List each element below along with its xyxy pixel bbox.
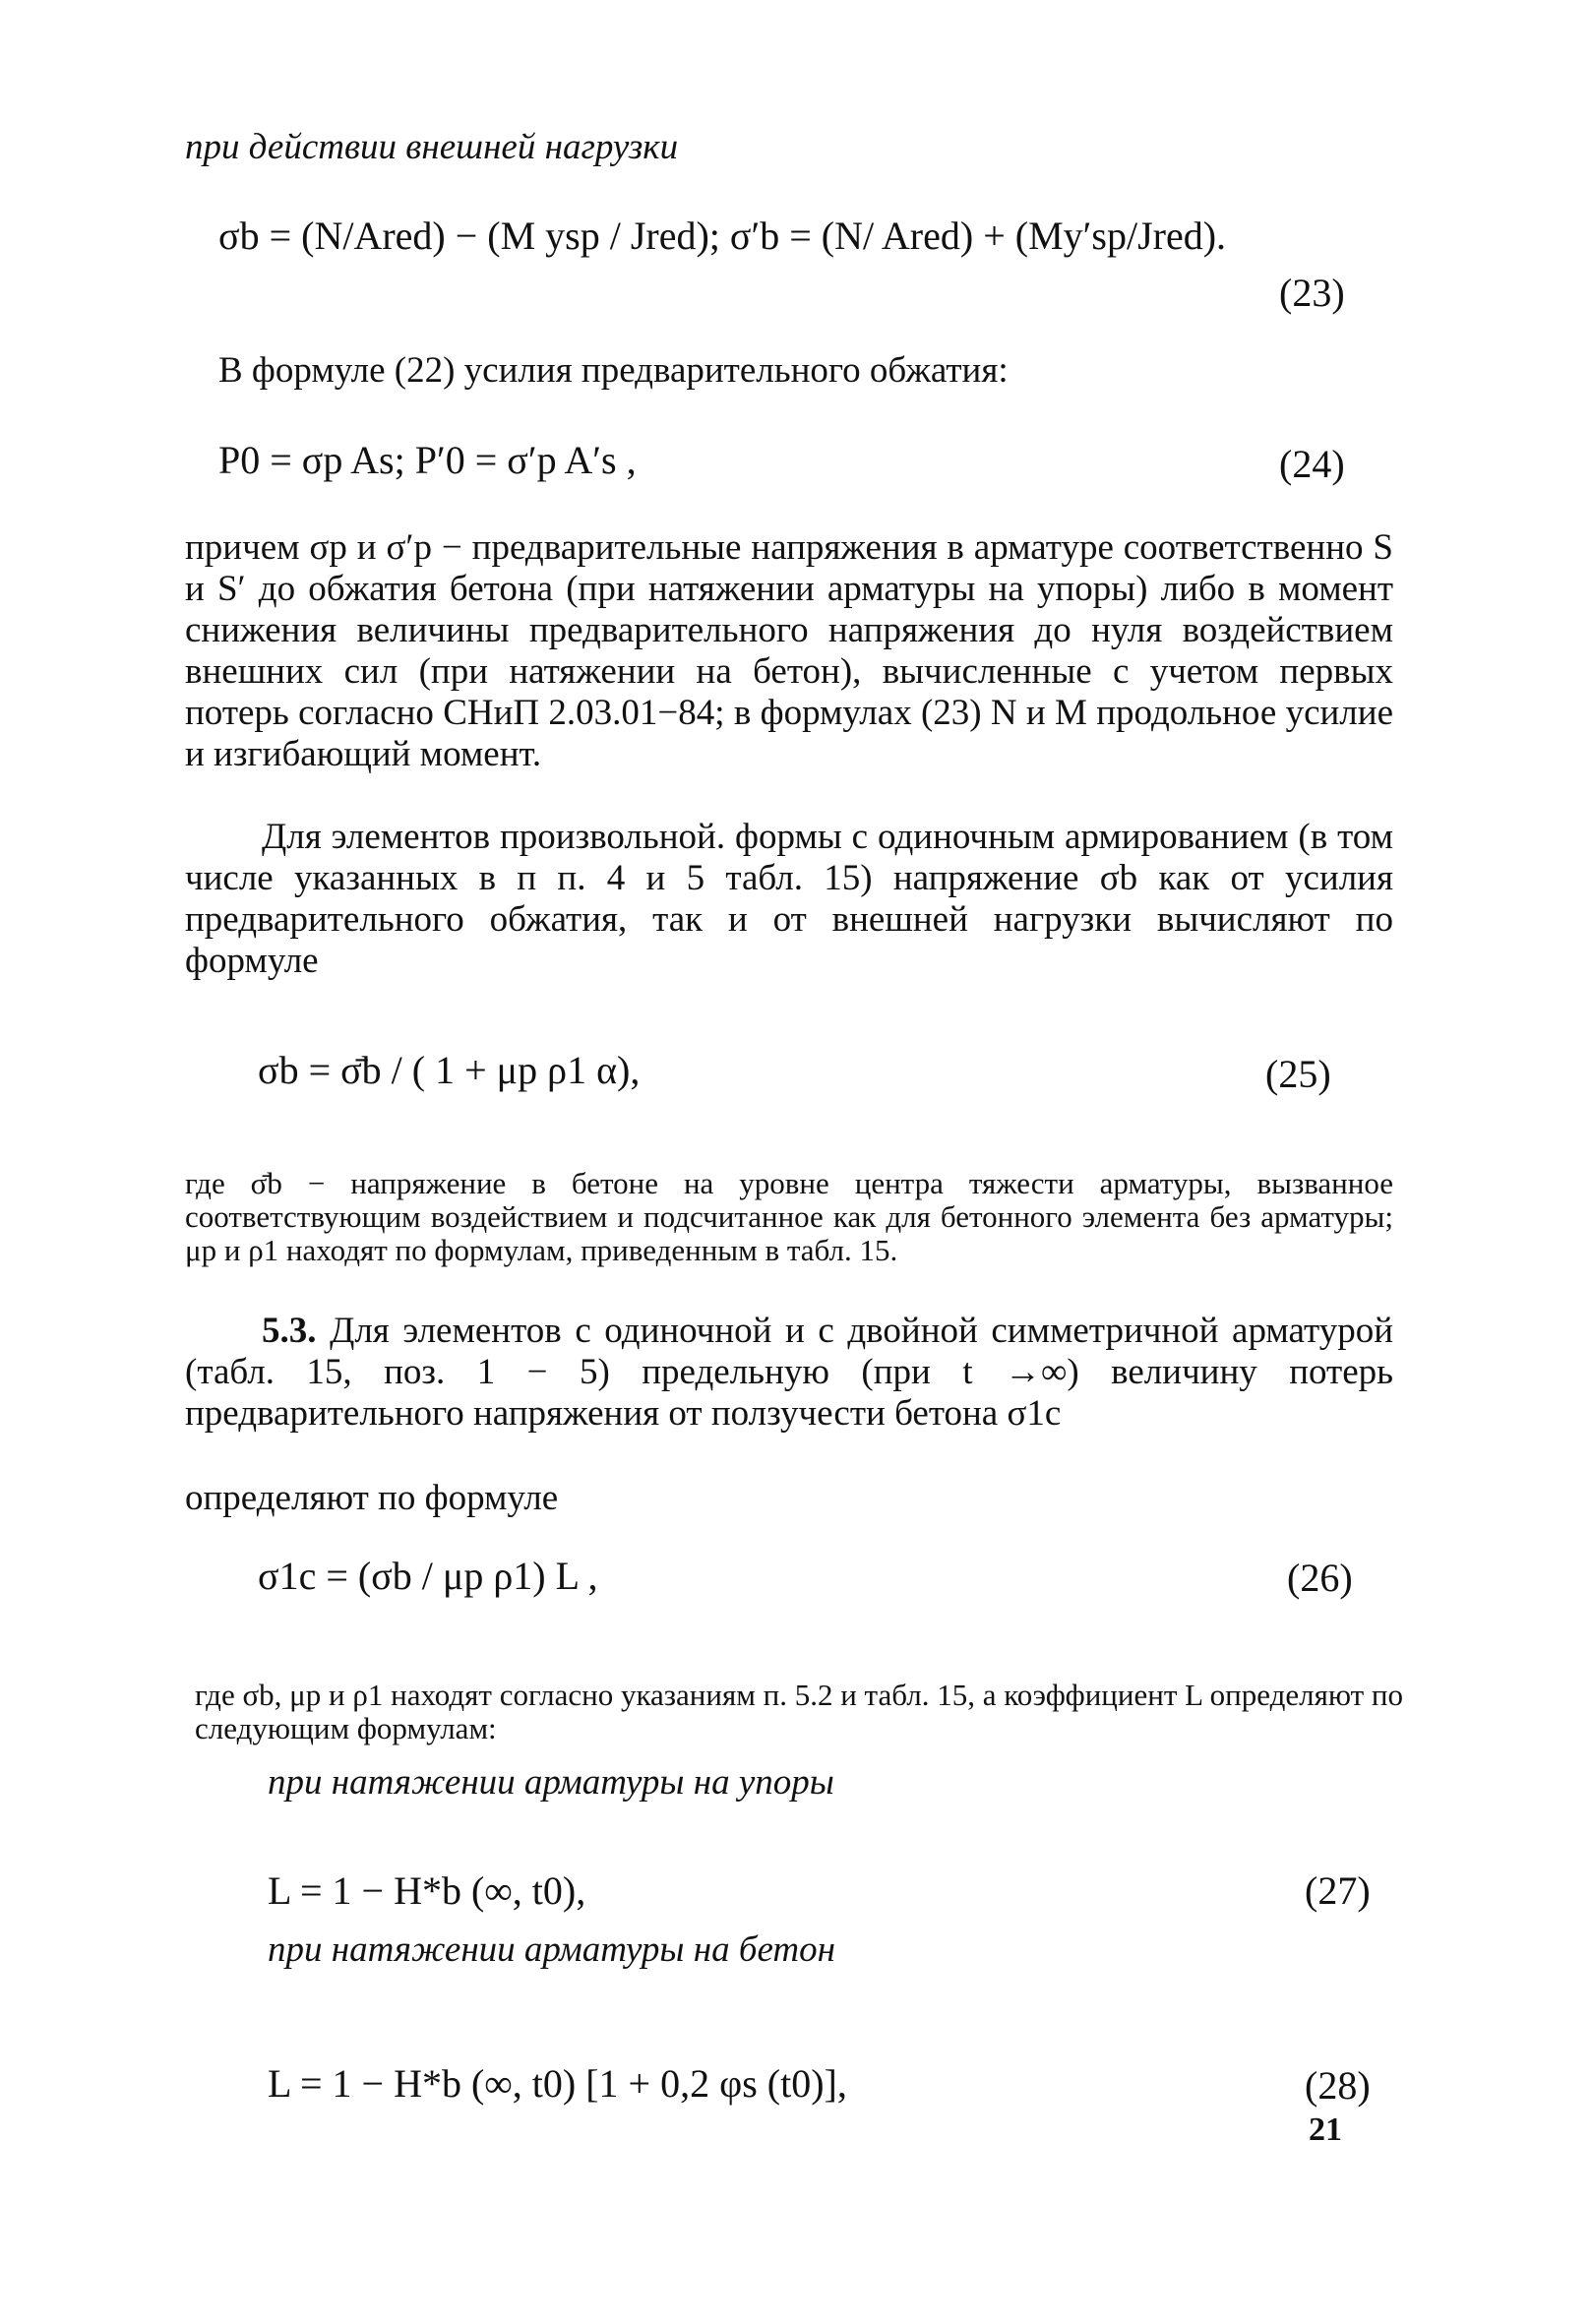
equation-24: P0 = σp As; P′0 = σ′p A′s , (218, 438, 637, 482)
equation-28: L = 1 − H*b (∞, t0) [1 + 0,2 φs (t0)], (268, 2061, 847, 2106)
equation-24-number: (24) (1279, 442, 1345, 486)
heading-external-load: при действии внешней нагрузки (185, 127, 679, 167)
equation-28-number: (28) (1305, 2063, 1371, 2108)
equation-23-row (0, 209, 1592, 264)
section-5-3-text: Для элементов с одиночной и с двойной симметричной арматурой (табл. 15, поз. 1 − 5) предельную (при t →∞) величину потерь предварительного напряжения от ползучести бетона σ1c (185, 1311, 1394, 1434)
section-number: 5.3. (262, 1311, 317, 1351)
paragraph-section-5-3 (185, 1311, 1393, 1435)
equation-24-row (0, 433, 1592, 488)
equation-23: σb = (N/Ared) − (M ysp / Jred); σ′b = (N/ Ared) + (My′sp/Jred). (218, 214, 1227, 258)
equation-25-number: (25) (1265, 1052, 1331, 1096)
heading-tension-on-concrete: при натяжении арматуры на бетон (268, 1929, 835, 1970)
equation-26: σ1c = (σb / μp ρ1) L , (258, 1554, 598, 1598)
note-equation-26: где σb, μp и ρ1 находят согласно указаниям п. 5.2 и табл. 15, а коэффициент L определяют по следующим формулам: (195, 1678, 1403, 1745)
equation-26-number: (26) (1287, 1556, 1353, 1600)
equation-27-number: (27) (1305, 1868, 1371, 1913)
equation-25-row (0, 1043, 1592, 1098)
equation-26-row (0, 1549, 1592, 1604)
heading-tension-on-anchors: при натяжении арматуры на упоры (268, 1762, 834, 1803)
page-number: 21 (1309, 2111, 1342, 2148)
equation-23-number: (23) (1279, 271, 1345, 315)
note-equation-25: где σ̄b − напряжение в бетоне на уровне центра тяжести арматуры, вызванное соответствующим воздействием и подсчитанное как для бетонного элемента без арматуры; μp и ρ1 находят по формулам, приведенным в табл. 15. (185, 1166, 1393, 1267)
paragraph-formula-intro: определяют по формуле (185, 1478, 559, 1518)
paragraph-prestress: В формуле (22) усилия предварительного обжатия: (218, 350, 1009, 391)
equation-27: L = 1 − H*b (∞, t0), (268, 1868, 586, 1913)
paragraph-sigma-p-definition: причем σp и σ′p − предварительные напряжения в арматуре соответственно S и S′ до обжатия бетона (при натяжении арматуры на упоры) либо в момент снижения величины предварительного напряжения до нуля воздействием внешних сил (при натяжении на бетон), вычисленные с учетом первых потерь согласно СНиП 2.03.01−84; в формулах (23) N и M продольное усилие и изгибающий момент. (185, 527, 1393, 774)
paragraph-arbitrary-shape: Для элементов произвольной. формы с одиночным армированием (в том числе указанных в п п. 4 и 5 табл. 15) напряжение σb как от усилия предварительного обжатия, так и от внешней нагрузки вычисляют по формуле (185, 817, 1393, 981)
equation-25: σb = σ̄b / ( 1 + μp ρ1 α), (258, 1048, 641, 1092)
